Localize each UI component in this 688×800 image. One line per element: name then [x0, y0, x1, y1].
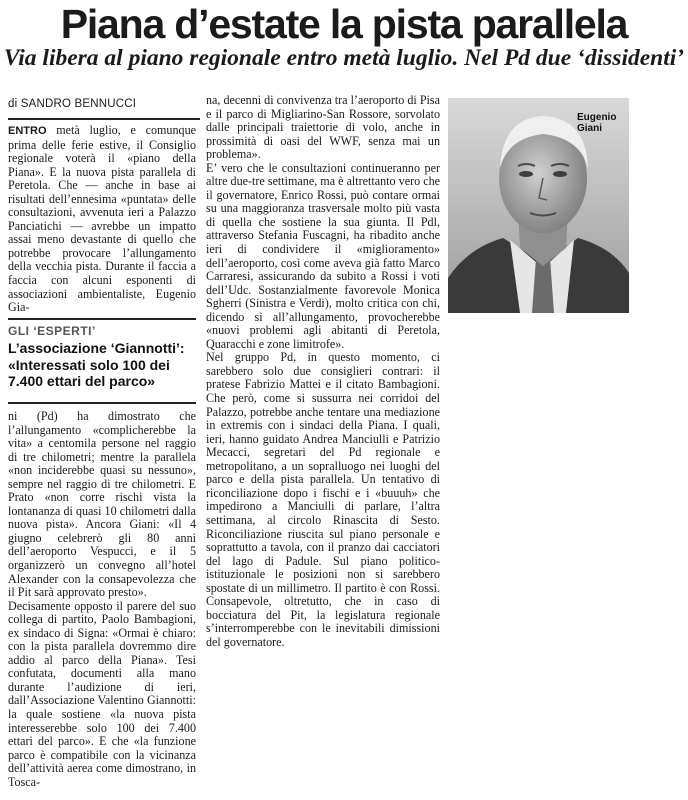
photo-caption — [577, 112, 616, 134]
photo-caption-first-name: Eugenio — [577, 112, 617, 123]
column-1-paragraph-2: Decisamente opposto il parere del suo collega di partito, Paolo Bambagioni, ex sindaco di Signa: «Ormai è chiaro: con la pista parallela dovremmo dire addio al parco della Piana». Tesi confutata, documenti alla mano durante l’audizione di ieri, dall’Associazione Valentino Giannotti: la quale sostiene «la nuova pista interesserebbe solo 100 dei 7.400 ettari del parco». E che «la funzione parco è compatibile con la vicinanza dell’attività aerea come dimostrano, in Tosca- — [8, 598, 196, 789]
lead-paragraph — [8, 124, 196, 315]
column-1-bottom — [8, 410, 196, 789]
column-2-paragraph-2: E’ vero che le consultazioni continueranno per altre due-tre settimane, ma è altrettanto vero che il governatore, Enrico Rossi, può contare ormai su una maggioranza trasversale molto più vasta di quella che sostiene la sua giunta. Il Pdl, attraverso Stefania Fuscagni, ha ribadito anche ieri di condividere il «miglioramento» dell’aeroporto, così come aveva già fatto Marco Carraresi, assicurando da subito a Rossi i voti dell’Udc. Sostanzialmente favorevole Monica Sgherri (Sinistra e Verdi), molto critica con chi, dicendo sì all’allungamento, provocherebbe «nuovi problemi agli abitanti di Peretola, Quaracchi e zone limitrofe». — [206, 160, 440, 351]
column-2-paragraph-3: Nel gruppo Pd, in questo momento, ci sarebbero solo due consiglieri contrari: il pratese Fabrizio Mattei e il citato Bambagioni. Che però, come si sussurra nei corridoi del Palazzo, potrebbe anche tentare una mediazione in extremis con i sindaci della Piana. I quali, ieri, hanno guidato Andrea Manciulli e Patrizio Mecacci, segretari del Pd regionale e metropolitano, a un sopralluogo nei luoghi del parco e della pista parallela. Un tentativo di riconciliazione dopo i fischi e i «buuuh» che impedirono a Manciulli di parlare, l’altra settimana, al circolo Rinascita di Sesto. Riconciliazione riuscita sul piano personale e soprattutto a tavola, con il pranzo dai cacciatori del lago di Padule. Sul piano politico-istituzionale le posizioni non si sarebbero spostate di un millimetro. Il partito è con Rossi. Consapevole, oltretutto, che in caso di bocciatura del Pit, la legislatura regionale s’interromperebbe con le inevitabili dimissioni del governatore. — [206, 350, 440, 649]
byline-rule — [8, 118, 200, 120]
column-1-continuation: ni (Pd) ha dimostrato che l’allungamento «complicherebbe la vita» a centomila persone nel raggio di tre chilometri; mentre la parallela «non inciderebbe quasi su nessuno», sempre nel raggio di tre chilometri. E Prato «non corre rischi vista la lontananza di quasi 10 chilometri dalla nuova pista». Ancora Giani: «Il 4 giugno celebrerò gli 80 anni dell’aeroporto Vespucci, e il 5 organizzerò un convegno all’hotel Alexander con la consapevolezza che il Pit sarà approvato presto». — [8, 409, 196, 600]
byline: di SANDRO BENNUCCI — [8, 98, 137, 110]
photo-caption-last-name: Giani — [577, 123, 603, 134]
column-2-paragraph-1: na, decenni di convivenza tra l’aeroporto di Pisa e il parco di Migliarino-San Rossore, sorvolato dalle principali traiettorie di volo, anche in prossimità di oasi del WWF, senza mai un problema». — [206, 93, 440, 162]
pull-quote-box — [8, 318, 196, 390]
pull-quote-kicker: GLI ‘ESPERTI’ — [8, 324, 96, 338]
column-2 — [206, 94, 440, 649]
lead-text: metà luglio, e comunque prima delle ferie estive, il Consiglio regionale voterà il «piano della Piana». E la nuova pista parallela di Peretola. Che — anche in base ai risultati dell’ennesima «puntata» delle consultazioni, avvenuta ieri a Palazzo Panciatichi — avrebbe un impatto assai meno devastante di quello che potrebbe provocare l’allungamento della vecchia pista. Durante il faccia a faccia con alcuni esponenti di associazioni ambientaliste, Eugenio Gia- — [8, 123, 196, 315]
column-1-top — [8, 124, 196, 315]
headline: Piana d’estate la pista parallela — [60, 1, 628, 47]
lead-word: ENTRO — [8, 125, 47, 137]
subheadline: Via libera al piano regionale entro metà luglio. Nel Pd due ‘dissidenti’ — [3, 45, 685, 71]
pull-quote-text: L’associazione ‘Giannotti’: «Interessati solo 100 dei 7.400 ettari del parco» — [8, 340, 185, 389]
pull-quote-rule — [8, 402, 196, 404]
